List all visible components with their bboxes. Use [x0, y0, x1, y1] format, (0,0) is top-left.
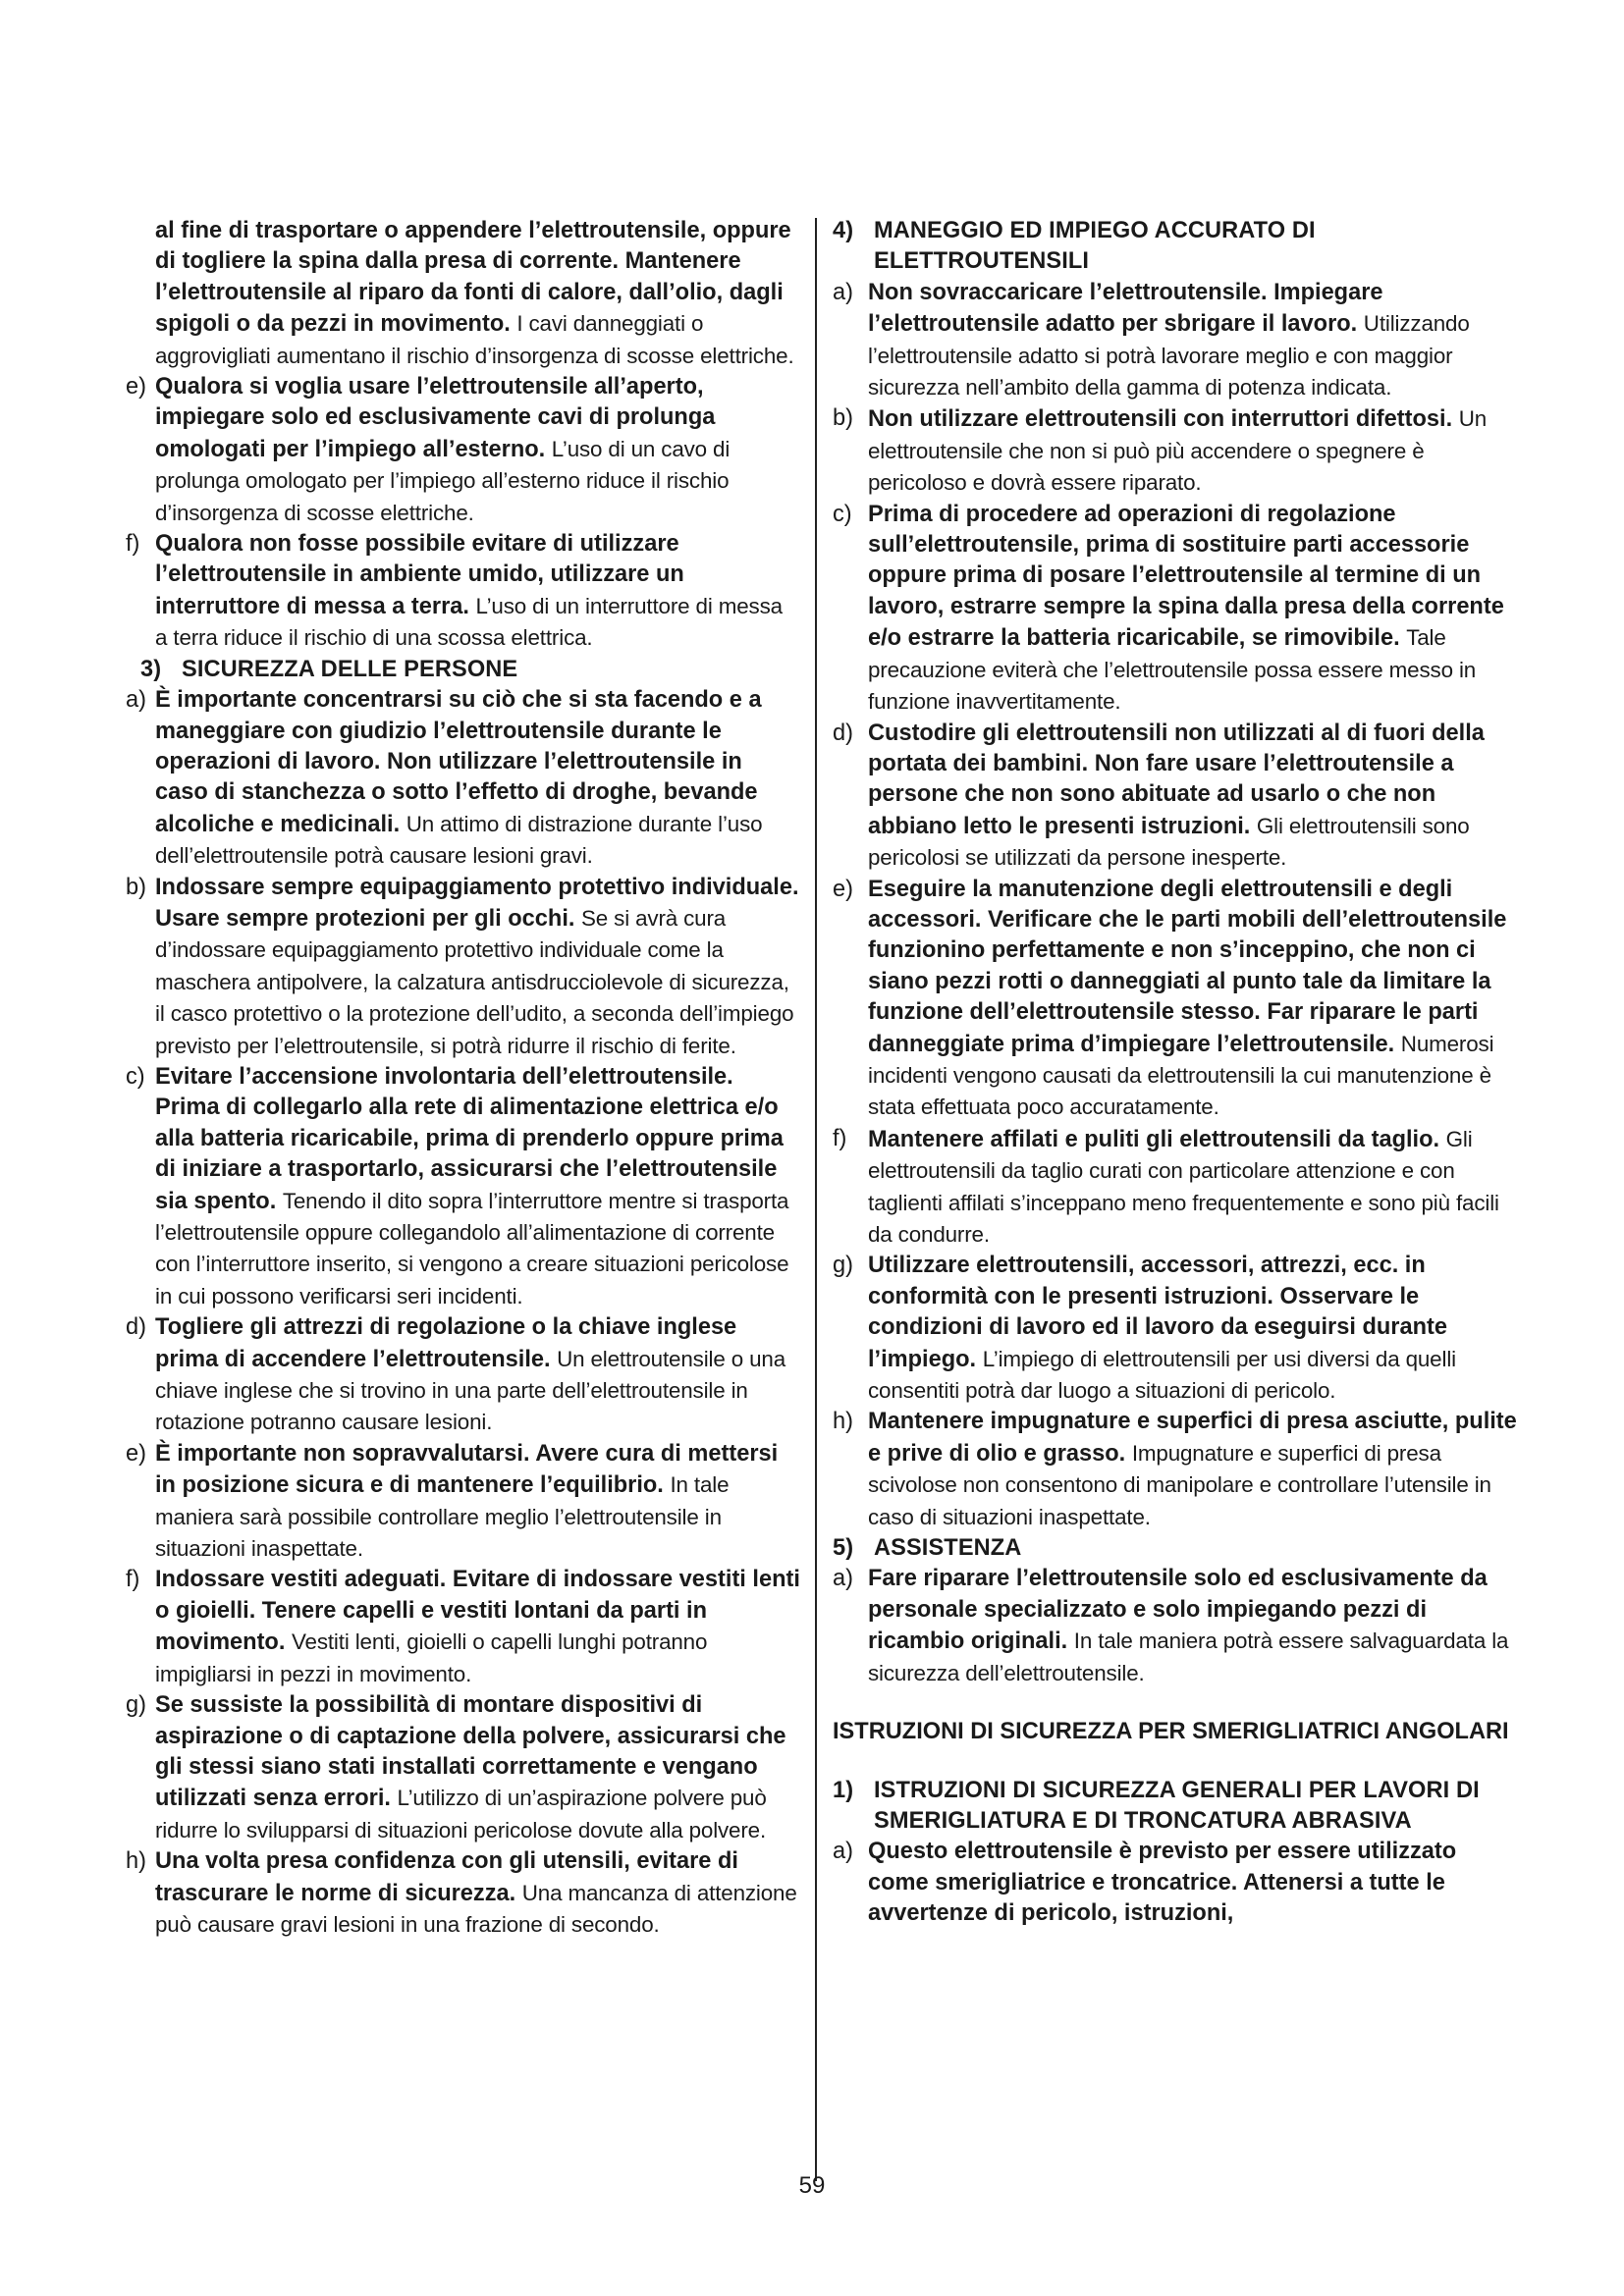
column-divider: [815, 218, 817, 2181]
item-bold-text: Indossare vestiti adeguati. Evitare di indossare vestiti lenti o gioielli. Tenere capelli e vestiti lontani da parti in movimento.: [155, 1567, 800, 1656]
list-item: [126, 1690, 800, 1846]
item-bold-text: È importante concentrarsi su ciò che si sta facendo e a maneggiare con giudizio l’elettroutensile durante le operazioni di lavoro. Non utilizzare l’elettroutensile in caso di stanchezza o sotto l’effetto di droghe, bevande alcoliche e medicinali.: [155, 687, 762, 837]
item-bold-text: Non utilizzare elettroutensili con interruttori difettosi.: [868, 406, 1453, 433]
item-body-text: Un elettroutensile che non si può più accendere o spegnere è pericoloso e dovrà essere riparato.: [868, 406, 1488, 496]
section-title: MANEGGIO ED IMPIEGO ACCURATO DI ELETTROUTENSILI: [874, 218, 1316, 275]
section-title: SICUREZZA DELLE PERSONE: [182, 656, 518, 682]
item-body-text: Gli elettroutensili da taglio curati con particolare attenzione e con taglienti affilati s’inceppano meno frequentemente e sono più facili da condurre.: [868, 1126, 1499, 1247]
item-bold-text: Se sussiste la possibilità di montare dispositivi di aspirazione o di captazione della polvere, assicurarsi che gli stessi siano stati installati correttamente e vengano utilizzati senza errori.: [155, 1692, 786, 1812]
item-marker: b): [126, 874, 146, 900]
item-body-text: Numerosi incidenti vengono causati da elettroutensili la cui manutenzione è stata effettuata poco accuratamente.: [868, 1031, 1494, 1120]
item-bold-text: È importante non sopravvalutarsi. Avere cura di mettersi in posizione sicura e di mantenere l’equilibrio.: [155, 1440, 779, 1499]
item-marker: d): [833, 720, 853, 746]
left-column: [126, 216, 800, 1941]
item-body-text: In tale maniera sarà possibile controllare meglio l’elettroutensile in situazioni inaspettate.: [155, 1472, 730, 1562]
item-marker: h): [126, 1848, 146, 1875]
item-body-text: Gli elettroutensili sono pericolosi se utilizzati da persone inesperte.: [868, 813, 1470, 871]
list-item: [126, 372, 800, 529]
list-item: [833, 719, 1523, 875]
item-bold-text: Mantenere impugnature e superfici di presa asciutte, pulite e prive di olio e grasso.: [868, 1409, 1517, 1467]
item-body-text: L’uso di un cavo di prolunga omologato per l’impiego all’esterno riduce il rischio d’insorgenza di scosse elettriche.: [155, 436, 731, 525]
item-marker: c): [126, 1063, 145, 1090]
item-body-text: L’utilizzo di un’aspirazione polvere può ridurre lo svilupparsi di situazioni pericolose dovute alla polvere.: [155, 1786, 767, 1842]
item-bold-text: Eseguire la manutenzione degli elettroutensili e degli accessori. Verificare che le parti mobili dell’elettroutensile funzionino perfettamente e non s’inceppino, che non ci siano pezzi rotti o danneggiati al punto tale da limitare la funzione dell’elettroutensile stesso. Far riparare le parti danneggiate prima d’impiegare l’elettroutensile.: [868, 876, 1507, 1057]
item-body-text: Impugnature e superfici di presa scivolose non consentono di manipolare e controllare l’utensile in caso di situazioni inaspettate.: [868, 1440, 1491, 1529]
item-marker: d): [126, 1314, 146, 1341]
list-item: [126, 685, 800, 872]
item-bold-text: Indossare sempre equipaggiamento protettivo individuale. Usare sempre protezioni per gli occhi.: [155, 874, 799, 932]
item-bold-text: Togliere gli attrezzi di regolazione o la chiave inglese prima di accendere l’elettroutensile.: [155, 1314, 737, 1372]
list-item: [833, 1837, 1523, 1929]
item-bold-text: Evitare l’accensione involontaria dell’elettroutensile. Prima di collegarlo alla rete di alimentazione elettrica e/o alla batteria ricaricabile, prima di prenderlo oppure prima di iniziare a trasportarlo, assicurarsi che l’elettroutensile sia spento.: [155, 1063, 784, 1214]
item-marker: f): [833, 1125, 847, 1151]
item-bold-text: Utilizzare elettroutensili, accessori, attrezzi, ecc. in conformità con le presenti istruzioni. Osservare le condizioni di lavoro ed il lavoro da eseguirsi durante l’impiego.: [868, 1253, 1447, 1372]
list-item: [833, 1124, 1523, 1252]
item-body-text: Tenendo il dito sopra l’interruttore mentre si trasporta l’elettroutensile oppure collegandolo all’alimentazione di corrente con l’interruttore inserito, si vengono a creare situazioni pericolose in cui possono verificarsi seri incidenti.: [155, 1188, 789, 1308]
list-item: [140, 216, 800, 372]
item-bold-text: Qualora non fosse possibile evitare di utilizzare l’elettroutensile in ambiente umido, utilizzare un interruttore di messa a terra.: [155, 531, 684, 619]
item-body-text: Un elettroutensile o una chiave inglese che si trovino in una parte dell’elettroutensile in rotazione potranno causare lesioni.: [155, 1346, 786, 1435]
item-body-text: In tale maniera potrà essere salvaguardata la sicurezza dell’elettroutensile.: [868, 1629, 1509, 1685]
item-bold-text: Fare riparare l’elettroutensile solo ed esclusivamente da personale specializzato e solo impiegando pezzi di ricambio originali.: [868, 1566, 1488, 1655]
item-bold-text: Qualora si voglia usare l’elettroutensile all’aperto, impiegare solo ed esclusivamente cavi di prolunga omologati per l’impiego all’esterno.: [155, 374, 716, 462]
item-marker: a): [833, 1566, 853, 1592]
item-marker: f): [126, 1567, 140, 1593]
section-heading: [833, 216, 1523, 278]
item-marker: e): [126, 374, 146, 400]
section-heading: [833, 1533, 1523, 1564]
item-bold-text: Mantenere affilati e puliti gli elettroutensili da taglio.: [868, 1126, 1440, 1152]
item-marker: e): [833, 876, 853, 902]
section-number: 4): [833, 218, 854, 243]
item-marker: h): [833, 1409, 853, 1435]
item-body-text: I cavi danneggiati o aggrovigliati aumentano il rischio d’insorgenza di scosse elettriche.: [155, 311, 794, 368]
section-heading: [140, 655, 800, 685]
item-bold-text: Una volta presa confidenza con gli utensili, evitare di trascurare le norme di sicurezza.: [155, 1848, 738, 1906]
item-bold-text: Questo elettroutensile è previsto per essere utilizzato come smerigliatrice e troncatrice. Attenersi a tutte le avvertenze di pericolo, istruzioni,: [868, 1839, 1457, 1927]
section-number: 1): [833, 1777, 854, 1803]
item-marker: g): [126, 1692, 146, 1719]
item-marker: g): [833, 1253, 853, 1279]
item-body-text: L’uso di un interruttore di messa a terra riduce il rischio di una scossa elettrica.: [155, 593, 783, 651]
page-number: 59: [798, 2172, 826, 2199]
item-body-text: Tale precauzione eviterà che l’elettroutensile possa essere messo in funzione inavvertitamente.: [868, 625, 1477, 715]
item-marker: a): [833, 1839, 853, 1865]
item-bold-text: Prima di procedere ad operazioni di regolazione sull’elettroutensile, prima di sostituire parti accessorie oppure prima di posare l’elettroutensile al termine di un lavoro, estrarre sempre la spina dalla presa della corrente e/o estrarre la batteria ricaricabile, se rimovibile.: [868, 501, 1504, 652]
item-marker: a): [833, 279, 853, 305]
item-marker: c): [833, 501, 852, 527]
item-body-text: Utilizzando l’elettroutensile adatto si potrà lavorare meglio e con maggior sicurezza nell’ambito della gamma di potenza indicata.: [868, 311, 1470, 400]
list-item: [833, 1564, 1523, 1689]
list-item: [833, 500, 1523, 719]
section-title: ISTRUZIONI DI SICUREZZA GENERALI PER LAVORI DI SMERIGLIATURA E DI TRONCATURA ABRASIVA: [874, 1777, 1480, 1834]
right-column: [833, 216, 1523, 1930]
main-title: ISTRUZIONI DI SICUREZZA PER SMERIGLIATRICI ANGOLARI: [833, 1719, 1509, 1745]
section-number: 3): [140, 656, 162, 682]
list-item: [126, 1062, 800, 1312]
list-item: [126, 1846, 800, 1941]
item-body-text: Una mancanza di attenzione può causare gravi lesioni in una frazione di secondo.: [155, 1880, 797, 1937]
list-item: [126, 1439, 800, 1566]
list-item: [126, 529, 800, 655]
item-marker: f): [126, 531, 140, 558]
item-body-text: Se si avrà cura d’indossare equipaggiamento protettivo individuale come la maschera antipolvere, la calzatura antisdrucciolevole di sicurezza, il casco protettivo o la protezione dell’udito, a seconda dell’impiego previsto per l’elettroutensile, si potrà ridurre il rischio di ferite.: [155, 905, 794, 1058]
item-body-text: L’impiego di elettroutensili per usi diversi da quelli consentiti potrà dar luogo a situazioni di pericolo.: [868, 1346, 1456, 1404]
list-item: [833, 1407, 1523, 1533]
list-item: [833, 875, 1523, 1124]
list-item: [833, 278, 1523, 404]
item-body-text: Un attimo di distrazione durante l’uso dell’elettroutensile potrà causare lesioni gravi.: [155, 811, 763, 869]
item-bold-text: Non sovraccaricare l’elettroutensile. Impiegare l’elettroutensile adatto per sbrigare il lavoro.: [868, 279, 1383, 338]
section-heading: [833, 1776, 1523, 1838]
item-marker: b): [833, 405, 853, 432]
list-item: [833, 403, 1523, 499]
item-body-text: Vestiti lenti, gioielli o capelli lunghi potranno impigliarsi in pezzi in movimento.: [155, 1629, 708, 1686]
list-item: [126, 1312, 800, 1439]
item-bold-text: al fine di trasportare o appendere l’elettroutensile, oppure di togliere la spina dalla presa di corrente. Mantenere l’elettroutensile al riparo da fonti di calore, dall’olio, dagli spigoli o da pezzi in movimento.: [155, 218, 791, 338]
item-marker: e): [126, 1440, 146, 1467]
section-title: ASSISTENZA: [874, 1535, 1022, 1562]
item-bold-text: Custodire gli elettroutensili non utilizzati al di fuori della portata dei bambini. Non fare usare l’elettroutensile a persone che non sono abituate ad usarlo o che non abbiano letto le presenti istruzioni.: [868, 720, 1485, 839]
list-item: [126, 1565, 800, 1690]
list-item: [833, 1251, 1523, 1407]
item-marker: a): [126, 687, 146, 714]
section-number: 5): [833, 1535, 854, 1562]
list-item: [126, 873, 800, 1062]
